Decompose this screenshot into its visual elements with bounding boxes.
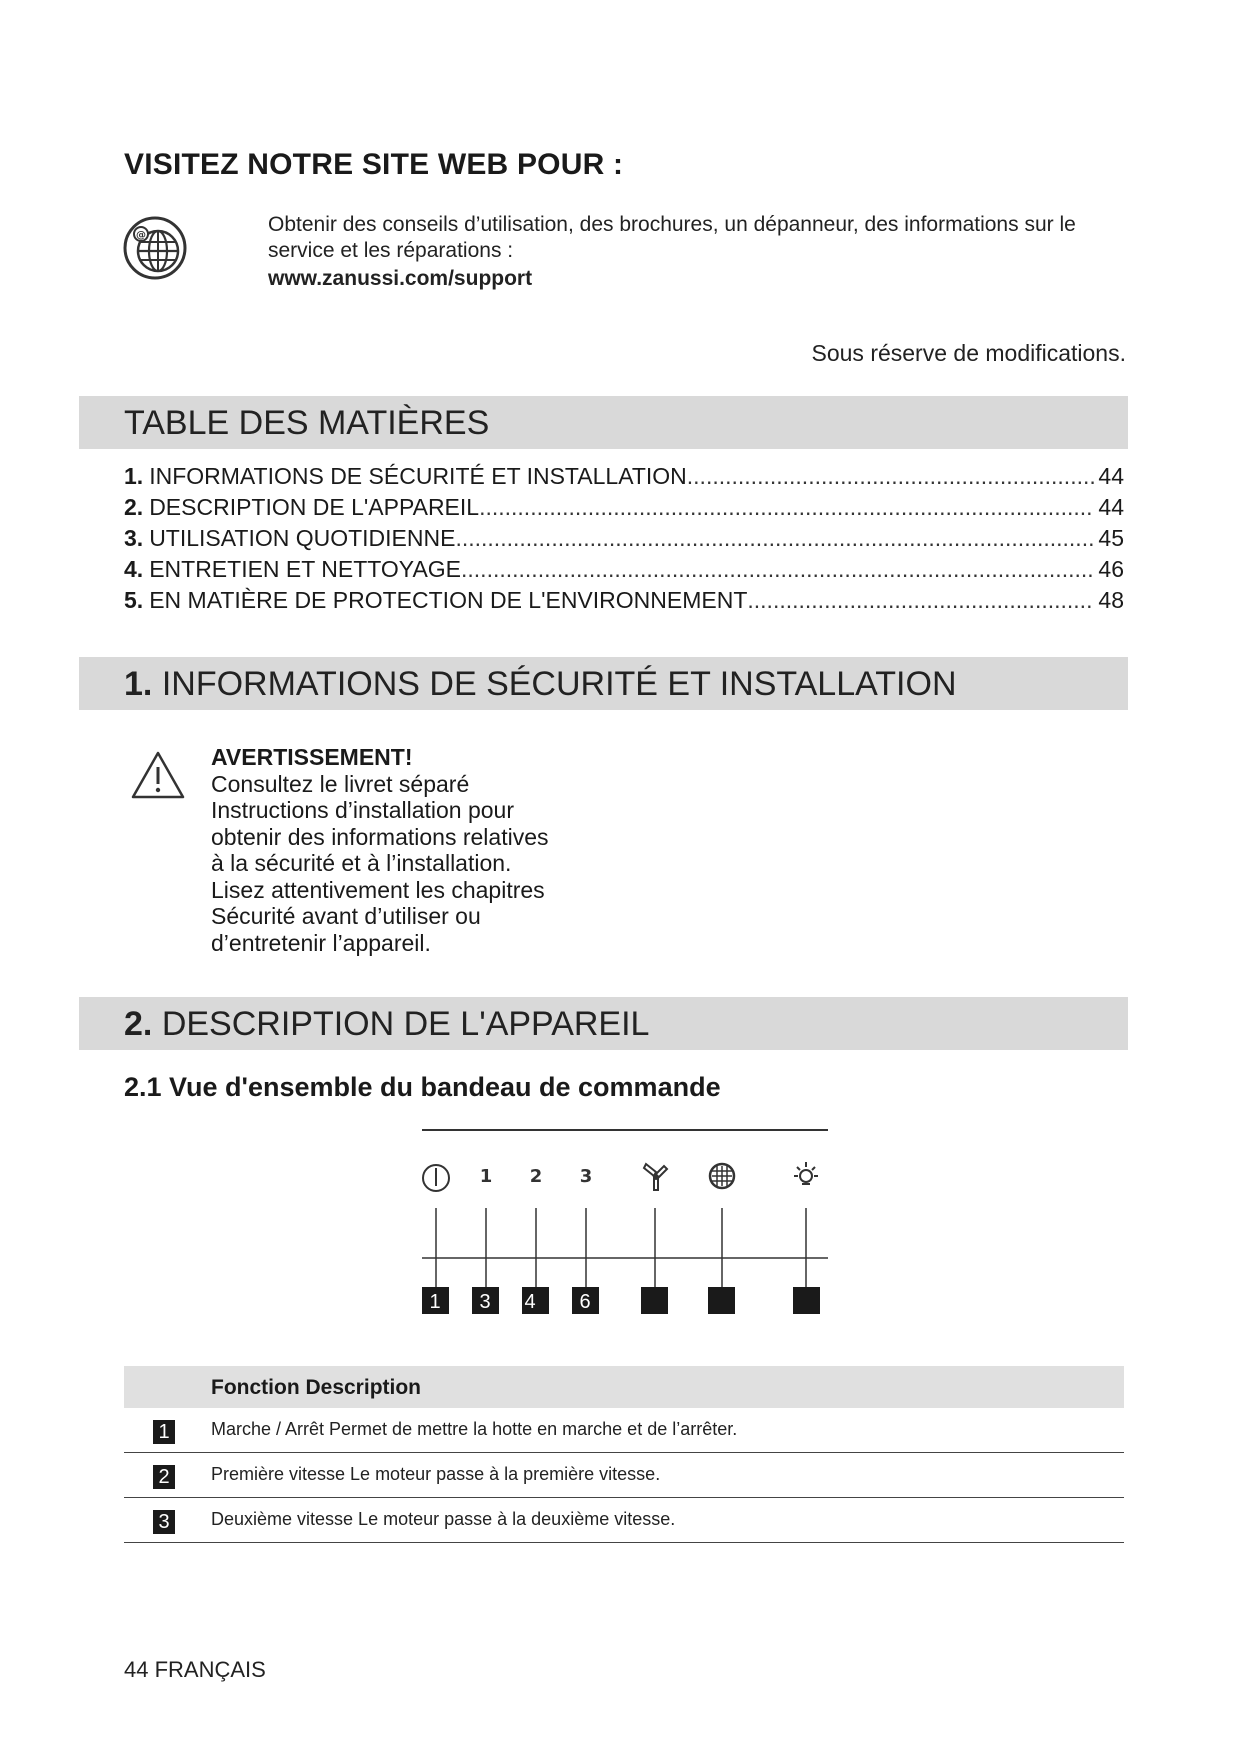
warning-line: Instructions d’installation pour bbox=[211, 797, 514, 823]
toc-item-page: 44 bbox=[1098, 494, 1124, 520]
toc-item-number: 1. bbox=[124, 463, 144, 489]
toc-item-label: EN MATIÈRE DE PROTECTION DE L'ENVIRONNEMENT bbox=[149, 587, 748, 613]
svg-text:1: 1 bbox=[429, 1291, 441, 1313]
visit-title: VISITEZ NOTRE SITE WEB POUR : bbox=[124, 148, 624, 181]
callout-7 bbox=[641, 1287, 668, 1314]
svg-text:@: @ bbox=[136, 230, 146, 241]
section1-band bbox=[79, 657, 1128, 710]
globe-icon bbox=[122, 215, 188, 281]
section2-heading bbox=[124, 1005, 649, 1044]
toc-item-label: INFORMATIONS DE SÉCURITÉ ET INSTALLATION bbox=[149, 463, 687, 489]
section2-number: 2. bbox=[124, 1005, 153, 1043]
toc-item-page: 45 bbox=[1098, 525, 1124, 551]
toc-item-number: 4. bbox=[124, 556, 144, 582]
table-header-label: Fonction Description bbox=[211, 1376, 421, 1399]
svg-text:6: 6 bbox=[579, 1291, 591, 1313]
warning-line: Sécurité avant d’utiliser ou bbox=[211, 903, 481, 929]
toc-leader bbox=[461, 554, 1094, 585]
callout-8 bbox=[708, 1287, 735, 1314]
toc-item[interactable] bbox=[124, 492, 1124, 523]
toc-item-page: 48 bbox=[1098, 587, 1124, 613]
speed-3-symbol: 3 bbox=[579, 1166, 593, 1187]
warning-line: Consultez le livret séparé bbox=[211, 770, 470, 797]
table-of-contents bbox=[124, 461, 1124, 616]
toc-leader bbox=[455, 523, 1094, 554]
warning-icon bbox=[130, 750, 186, 800]
row-description: Deuxième vitesse Le moteur passe à la deuxième vitesse. bbox=[211, 1509, 676, 1529]
row-number: 3 bbox=[153, 1510, 175, 1534]
visit-description: Obtenir des conseils d’utilisation, des brochures, un dépanneur, des informations sur le service et les réparations : bbox=[268, 213, 1076, 262]
power-icon bbox=[423, 1165, 449, 1191]
svg-text:4: 4 bbox=[524, 1291, 536, 1313]
speed-2-symbol: 2 bbox=[529, 1166, 543, 1187]
callout-4 bbox=[522, 1287, 549, 1314]
toc-leader bbox=[687, 461, 1095, 492]
warning-title: AVERTISSEMENT! bbox=[211, 744, 413, 770]
toc-item-number: 5. bbox=[124, 587, 144, 613]
table-row bbox=[124, 1498, 1124, 1543]
toc-item-label: ENTRETIEN ET NETTOYAGE bbox=[149, 556, 462, 582]
section1-number: 1. bbox=[124, 665, 153, 703]
warning-block bbox=[211, 744, 611, 956]
toc-item[interactable] bbox=[124, 554, 1124, 585]
control-panel-diagram bbox=[418, 1126, 828, 1316]
reserve-note: Sous réserve de modifications. bbox=[811, 340, 1126, 366]
toc-item-page: 44 bbox=[1098, 463, 1124, 489]
row-number: 2 bbox=[153, 1465, 175, 1489]
toc-item[interactable] bbox=[124, 461, 1124, 492]
section2-band bbox=[79, 997, 1128, 1050]
visit-text bbox=[268, 212, 1118, 292]
toc-item-number: 3. bbox=[124, 525, 144, 551]
row-description: Marche / Arrêt Permet de mettre la hotte en marche et de l’arrêter. bbox=[211, 1419, 738, 1439]
toc-item[interactable] bbox=[124, 523, 1124, 554]
callout-9 bbox=[793, 1287, 820, 1314]
toc-item-label: DESCRIPTION DE L'APPAREIL bbox=[149, 494, 480, 520]
support-link[interactable]: www.zanussi.com/support bbox=[268, 267, 533, 290]
filter-icon bbox=[710, 1164, 734, 1188]
warning-line: Lisez attentivement les chapitres bbox=[211, 876, 545, 903]
row-description: Première vitesse Le moteur passe à la première vitesse. bbox=[211, 1464, 661, 1484]
callout-6 bbox=[572, 1287, 599, 1314]
callout-3 bbox=[472, 1287, 499, 1314]
warning-line: à la sécurité et à l’installation. bbox=[211, 850, 512, 876]
toc-leader bbox=[479, 492, 1094, 523]
page-footer: 44 FRANÇAIS bbox=[124, 1657, 266, 1682]
row-number: 1 bbox=[153, 1420, 175, 1444]
toc-title: TABLE DES MATIÈRES bbox=[124, 404, 490, 442]
table-row bbox=[124, 1408, 1124, 1453]
toc-band bbox=[79, 396, 1128, 449]
section1-heading bbox=[124, 665, 957, 704]
table-row bbox=[124, 1453, 1124, 1498]
light-icon bbox=[794, 1162, 818, 1184]
toc-item-number: 2. bbox=[124, 494, 144, 520]
toc-item-label: UTILISATION QUOTIDIENNE bbox=[149, 525, 456, 551]
section2-subtitle: 2.1 Vue d'ensemble du bandeau de commande bbox=[124, 1072, 721, 1102]
section2-title: DESCRIPTION DE L'APPAREIL bbox=[161, 1005, 650, 1043]
toc-item[interactable] bbox=[124, 585, 1124, 616]
warning-line: d’entretenir l’appareil. bbox=[211, 929, 431, 956]
callout-1 bbox=[422, 1287, 449, 1314]
speed-1-symbol: 1 bbox=[479, 1166, 493, 1187]
warning-line: obtenir des informations relatives bbox=[211, 823, 549, 850]
toc-item-page: 46 bbox=[1098, 556, 1124, 582]
table-header bbox=[124, 1366, 1124, 1408]
fan-icon bbox=[644, 1164, 667, 1190]
toc-leader bbox=[747, 585, 1094, 616]
svg-text:3: 3 bbox=[479, 1291, 491, 1313]
function-table bbox=[124, 1366, 1124, 1543]
section1-title: INFORMATIONS DE SÉCURITÉ ET INSTALLATION bbox=[161, 665, 957, 703]
